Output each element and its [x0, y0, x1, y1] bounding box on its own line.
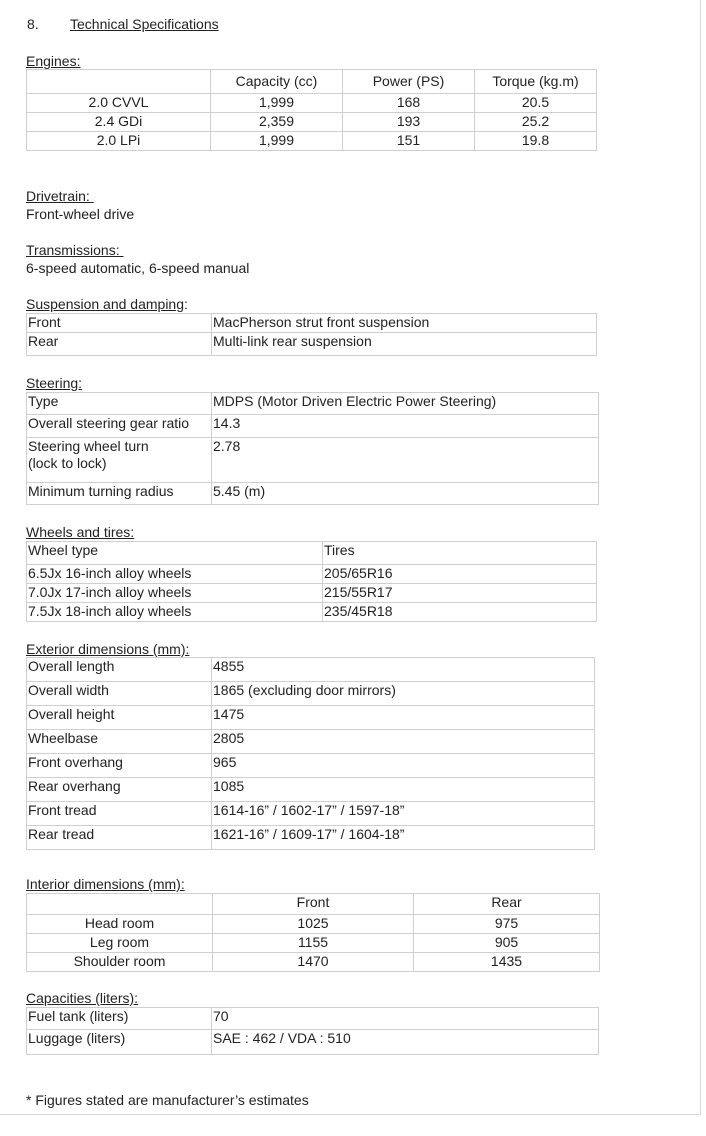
steering-heading: Steering: [26, 375, 83, 391]
exterior-label: Rear overhang [27, 778, 212, 802]
steering-value: MDPS (Motor Driven Electric Power Steering) [212, 393, 599, 415]
table-row [27, 393, 599, 415]
engine-name: 2.0 CVVL [27, 94, 211, 113]
table-row [27, 658, 595, 682]
exterior-value: 1621-16” / 1609-17” / 1604-18” [212, 826, 595, 850]
table-row [27, 1008, 599, 1030]
table-row [27, 483, 599, 505]
table-row [27, 1030, 599, 1055]
table-row [27, 94, 597, 113]
suspension-value: Multi-link rear suspension [212, 333, 597, 356]
interior-rear: 1435 [414, 953, 600, 972]
suspension-heading-text: Suspension and damping [26, 296, 185, 312]
suspension-heading-colon: : [184, 296, 188, 312]
page-right-border [700, 0, 701, 1115]
steering-turn-label: Steering wheel turn [28, 438, 149, 454]
exterior-value: 1475 [212, 706, 595, 730]
tire-size: 235/45R18 [323, 603, 597, 622]
engines-heading: Engines: [26, 53, 81, 69]
engines-header-row [27, 70, 597, 94]
exterior-label: Front overhang [27, 754, 212, 778]
table-row [27, 132, 597, 151]
wheels-header-row [27, 542, 597, 565]
capacities-heading: Capacities (liters): [26, 990, 139, 1006]
wheels-heading: Wheels and tires: [26, 524, 135, 540]
engines-col-header: Torque (kg.m) [475, 70, 597, 94]
interior-rear: 905 [414, 934, 600, 953]
suspension-label: Rear [27, 333, 212, 356]
engine-capacity: 2,359 [211, 113, 343, 132]
wheels-col-header: Tires [323, 542, 597, 565]
interior-rear: 975 [414, 915, 600, 934]
engine-name: 2.0 LPi [27, 132, 211, 151]
table-row [27, 565, 597, 584]
table-row [27, 584, 597, 603]
capacity-label: Fuel tank (liters) [27, 1008, 212, 1030]
capacity-label: Luggage (liters) [27, 1030, 212, 1055]
table-row [27, 778, 595, 802]
interior-table [26, 893, 600, 972]
tire-size: 215/55R17 [323, 584, 597, 603]
exterior-table [26, 657, 595, 850]
table-row [27, 333, 597, 356]
interior-label: Head room [27, 915, 213, 934]
exterior-heading: Exterior dimensions (mm): [26, 641, 190, 657]
exterior-value: 1085 [212, 778, 595, 802]
exterior-label: Wheelbase [27, 730, 212, 754]
drivetrain-heading: Drivetrain: [26, 188, 94, 204]
interior-label: Leg room [27, 934, 213, 953]
suspension-table [26, 313, 597, 356]
exterior-value: 1865 (excluding door mirrors) [212, 682, 595, 706]
exterior-value: 1614-16” / 1602-17” / 1597-18” [212, 802, 595, 826]
page-bottom-border [0, 1114, 701, 1115]
table-row [27, 934, 600, 953]
engine-power: 151 [343, 132, 475, 151]
table-row [27, 826, 595, 850]
interior-header-row [27, 894, 600, 915]
table-row [27, 802, 595, 826]
table-row [27, 314, 597, 333]
engine-power: 168 [343, 94, 475, 113]
transmissions-heading: Transmissions: [26, 242, 124, 258]
steering-value: 14.3 [212, 415, 599, 438]
table-row [27, 953, 600, 972]
tire-size: 205/65R16 [323, 565, 597, 584]
steering-turn-label-line2: (lock to lock) [28, 455, 107, 471]
steering-table [26, 392, 599, 505]
interior-front: 1025 [213, 915, 414, 934]
engine-torque: 19.8 [475, 132, 597, 151]
table-row [27, 603, 597, 622]
table-row [27, 113, 597, 132]
interior-col-header: Front [213, 894, 414, 915]
exterior-value: 4855 [212, 658, 595, 682]
interior-label: Shoulder room [27, 953, 213, 972]
exterior-label: Overall width [27, 682, 212, 706]
wheels-col-header: Wheel type [27, 542, 323, 565]
table-row [27, 915, 600, 934]
section-number: 8. [27, 16, 39, 32]
steering-value: 5.45 (m) [212, 483, 599, 505]
steering-label: Minimum turning radius [27, 483, 212, 505]
engine-torque: 20.5 [475, 94, 597, 113]
capacity-value: 70 [212, 1008, 599, 1030]
engines-col-header: Power (PS) [343, 70, 475, 94]
wheels-table [26, 541, 597, 622]
table-row [27, 438, 599, 483]
engines-col-header [27, 70, 211, 94]
wheel-type: 6.5Jx 16-inch alloy wheels [27, 565, 323, 584]
engine-name: 2.4 GDi [27, 113, 211, 132]
interior-heading: Interior dimensions (mm): [26, 876, 185, 892]
suspension-value: MacPherson strut front suspension [212, 314, 597, 333]
engines-table [26, 69, 597, 151]
engines-col-header: Capacity (cc) [211, 70, 343, 94]
wheel-type: 7.0Jx 17-inch alloy wheels [27, 584, 323, 603]
interior-front: 1470 [213, 953, 414, 972]
suspension-label: Front [27, 314, 212, 333]
transmissions-value: 6-speed automatic, 6-speed manual [26, 260, 250, 276]
steering-value: 2.78 [212, 438, 599, 483]
section-title: Technical Specifications [70, 16, 219, 32]
interior-col-header: Rear [414, 894, 600, 915]
exterior-label: Front tread [27, 802, 212, 826]
table-row [27, 682, 595, 706]
interior-col-header [27, 894, 213, 915]
engine-power: 193 [343, 113, 475, 132]
steering-label: Overall steering gear ratio [27, 415, 212, 438]
steering-label: Type [27, 393, 212, 415]
wheel-type: 7.5Jx 18-inch alloy wheels [27, 603, 323, 622]
interior-front: 1155 [213, 934, 414, 953]
steering-label [27, 438, 212, 483]
engine-capacity: 1,999 [211, 94, 343, 113]
engine-torque: 25.2 [475, 113, 597, 132]
table-row [27, 730, 595, 754]
engine-capacity: 1,999 [211, 132, 343, 151]
footnote: * Figures stated are manufacturer’s estimates [26, 1092, 309, 1108]
capacity-value: SAE : 462 / VDA : 510 [212, 1030, 599, 1055]
table-row [27, 415, 599, 438]
table-row [27, 706, 595, 730]
suspension-heading [26, 296, 188, 312]
drivetrain-value: Front-wheel drive [26, 206, 135, 222]
exterior-label: Rear tread [27, 826, 212, 850]
capacities-table [26, 1007, 599, 1055]
exterior-value: 965 [212, 754, 595, 778]
table-row [27, 754, 595, 778]
exterior-label: Overall height [27, 706, 212, 730]
exterior-value: 2805 [212, 730, 595, 754]
exterior-label: Overall length [27, 658, 212, 682]
